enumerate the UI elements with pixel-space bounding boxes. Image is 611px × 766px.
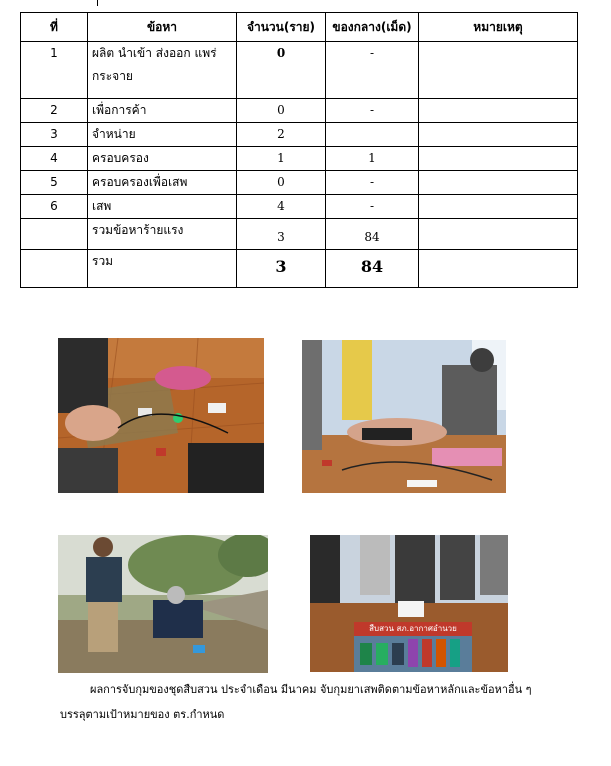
row-note <box>419 123 578 147</box>
row-evidence: - <box>326 171 419 195</box>
row-count: 2 <box>237 123 326 147</box>
header-evidence: ของกลาง(เม็ด) <box>326 13 419 42</box>
row-note <box>419 147 578 171</box>
row-count: 0 <box>237 171 326 195</box>
row-evidence: - <box>326 42 419 99</box>
row-no: 2 <box>21 99 88 123</box>
row-charge: เพื่อการค้า <box>88 99 237 123</box>
grand-total-evidence: 84 <box>326 250 419 288</box>
row-count: 4 <box>237 195 326 219</box>
photo-outdoor-arrest <box>58 535 268 673</box>
serious-total-label: รวมข้อหาร้ายแรง <box>88 219 237 250</box>
serious-total-evidence: 84 <box>326 219 419 250</box>
row-charge: จำหน่าย <box>88 123 237 147</box>
row-charge: เสพ <box>88 195 237 219</box>
row-no: 1 <box>21 42 88 99</box>
table-row <box>21 123 578 147</box>
table-row <box>21 42 578 99</box>
row-evidence: 1 <box>326 147 419 171</box>
grand-total-count: 3 <box>237 250 326 288</box>
serious-total-row <box>21 219 578 250</box>
row-note <box>419 250 578 288</box>
row-count: 1 <box>237 147 326 171</box>
row-charge: ครอบครอง <box>88 147 237 171</box>
row-count: 0 <box>237 99 326 123</box>
header-note: หมายเหตุ <box>419 13 578 42</box>
row-evidence: - <box>326 195 419 219</box>
grand-total-row <box>21 250 578 288</box>
table-row <box>21 195 578 219</box>
grand-total-label: รวม <box>88 250 237 288</box>
photo-suspect-search <box>302 340 506 493</box>
photo-caption <box>60 677 552 727</box>
row-note <box>419 99 578 123</box>
row-note <box>419 219 578 250</box>
row-note <box>419 171 578 195</box>
row-no: 5 <box>21 171 88 195</box>
header-charge: ข้อหา <box>88 13 237 42</box>
drug-arrest-table <box>20 12 578 288</box>
table-row <box>21 147 578 171</box>
table-row <box>21 99 578 123</box>
row-count: 0 <box>237 42 326 99</box>
caption-line-2: บรรลุตามเป้าหมายของ ตร.กำหนด <box>60 708 225 721</box>
row-charge: ครอบครองเพื่อเสพ <box>88 171 237 195</box>
row-note <box>419 195 578 219</box>
top-rule <box>97 0 98 6</box>
header-count: จำนวน(ราย) <box>237 13 326 42</box>
row-no: 3 <box>21 123 88 147</box>
evidence-sign-text: สืบสวน สภ.อากาศอำนวย <box>369 624 457 633</box>
header-no: ที่ <box>21 13 88 42</box>
row-note <box>419 42 578 99</box>
caption-line-1: ผลการจับกุมของชุดสืบสวน ประจำเดือน มีนาคม จับกุมยาเสพติดตามข้อหาหลักและข้อหาอื่น ๆ <box>90 683 532 696</box>
table-row <box>21 171 578 195</box>
photo-floor-evidence <box>58 338 264 493</box>
row-no: 6 <box>21 195 88 219</box>
serious-total-count: 3 <box>237 219 326 250</box>
row-no-empty <box>21 219 88 250</box>
photo-evidence-display <box>310 535 508 672</box>
row-no-empty <box>21 250 88 288</box>
row-charge: ผลิต นำเข้า ส่งออก แพร่กระจาย <box>88 42 237 99</box>
table-header-row <box>21 13 578 42</box>
row-evidence: - <box>326 99 419 123</box>
row-evidence <box>326 123 419 147</box>
row-no: 4 <box>21 147 88 171</box>
